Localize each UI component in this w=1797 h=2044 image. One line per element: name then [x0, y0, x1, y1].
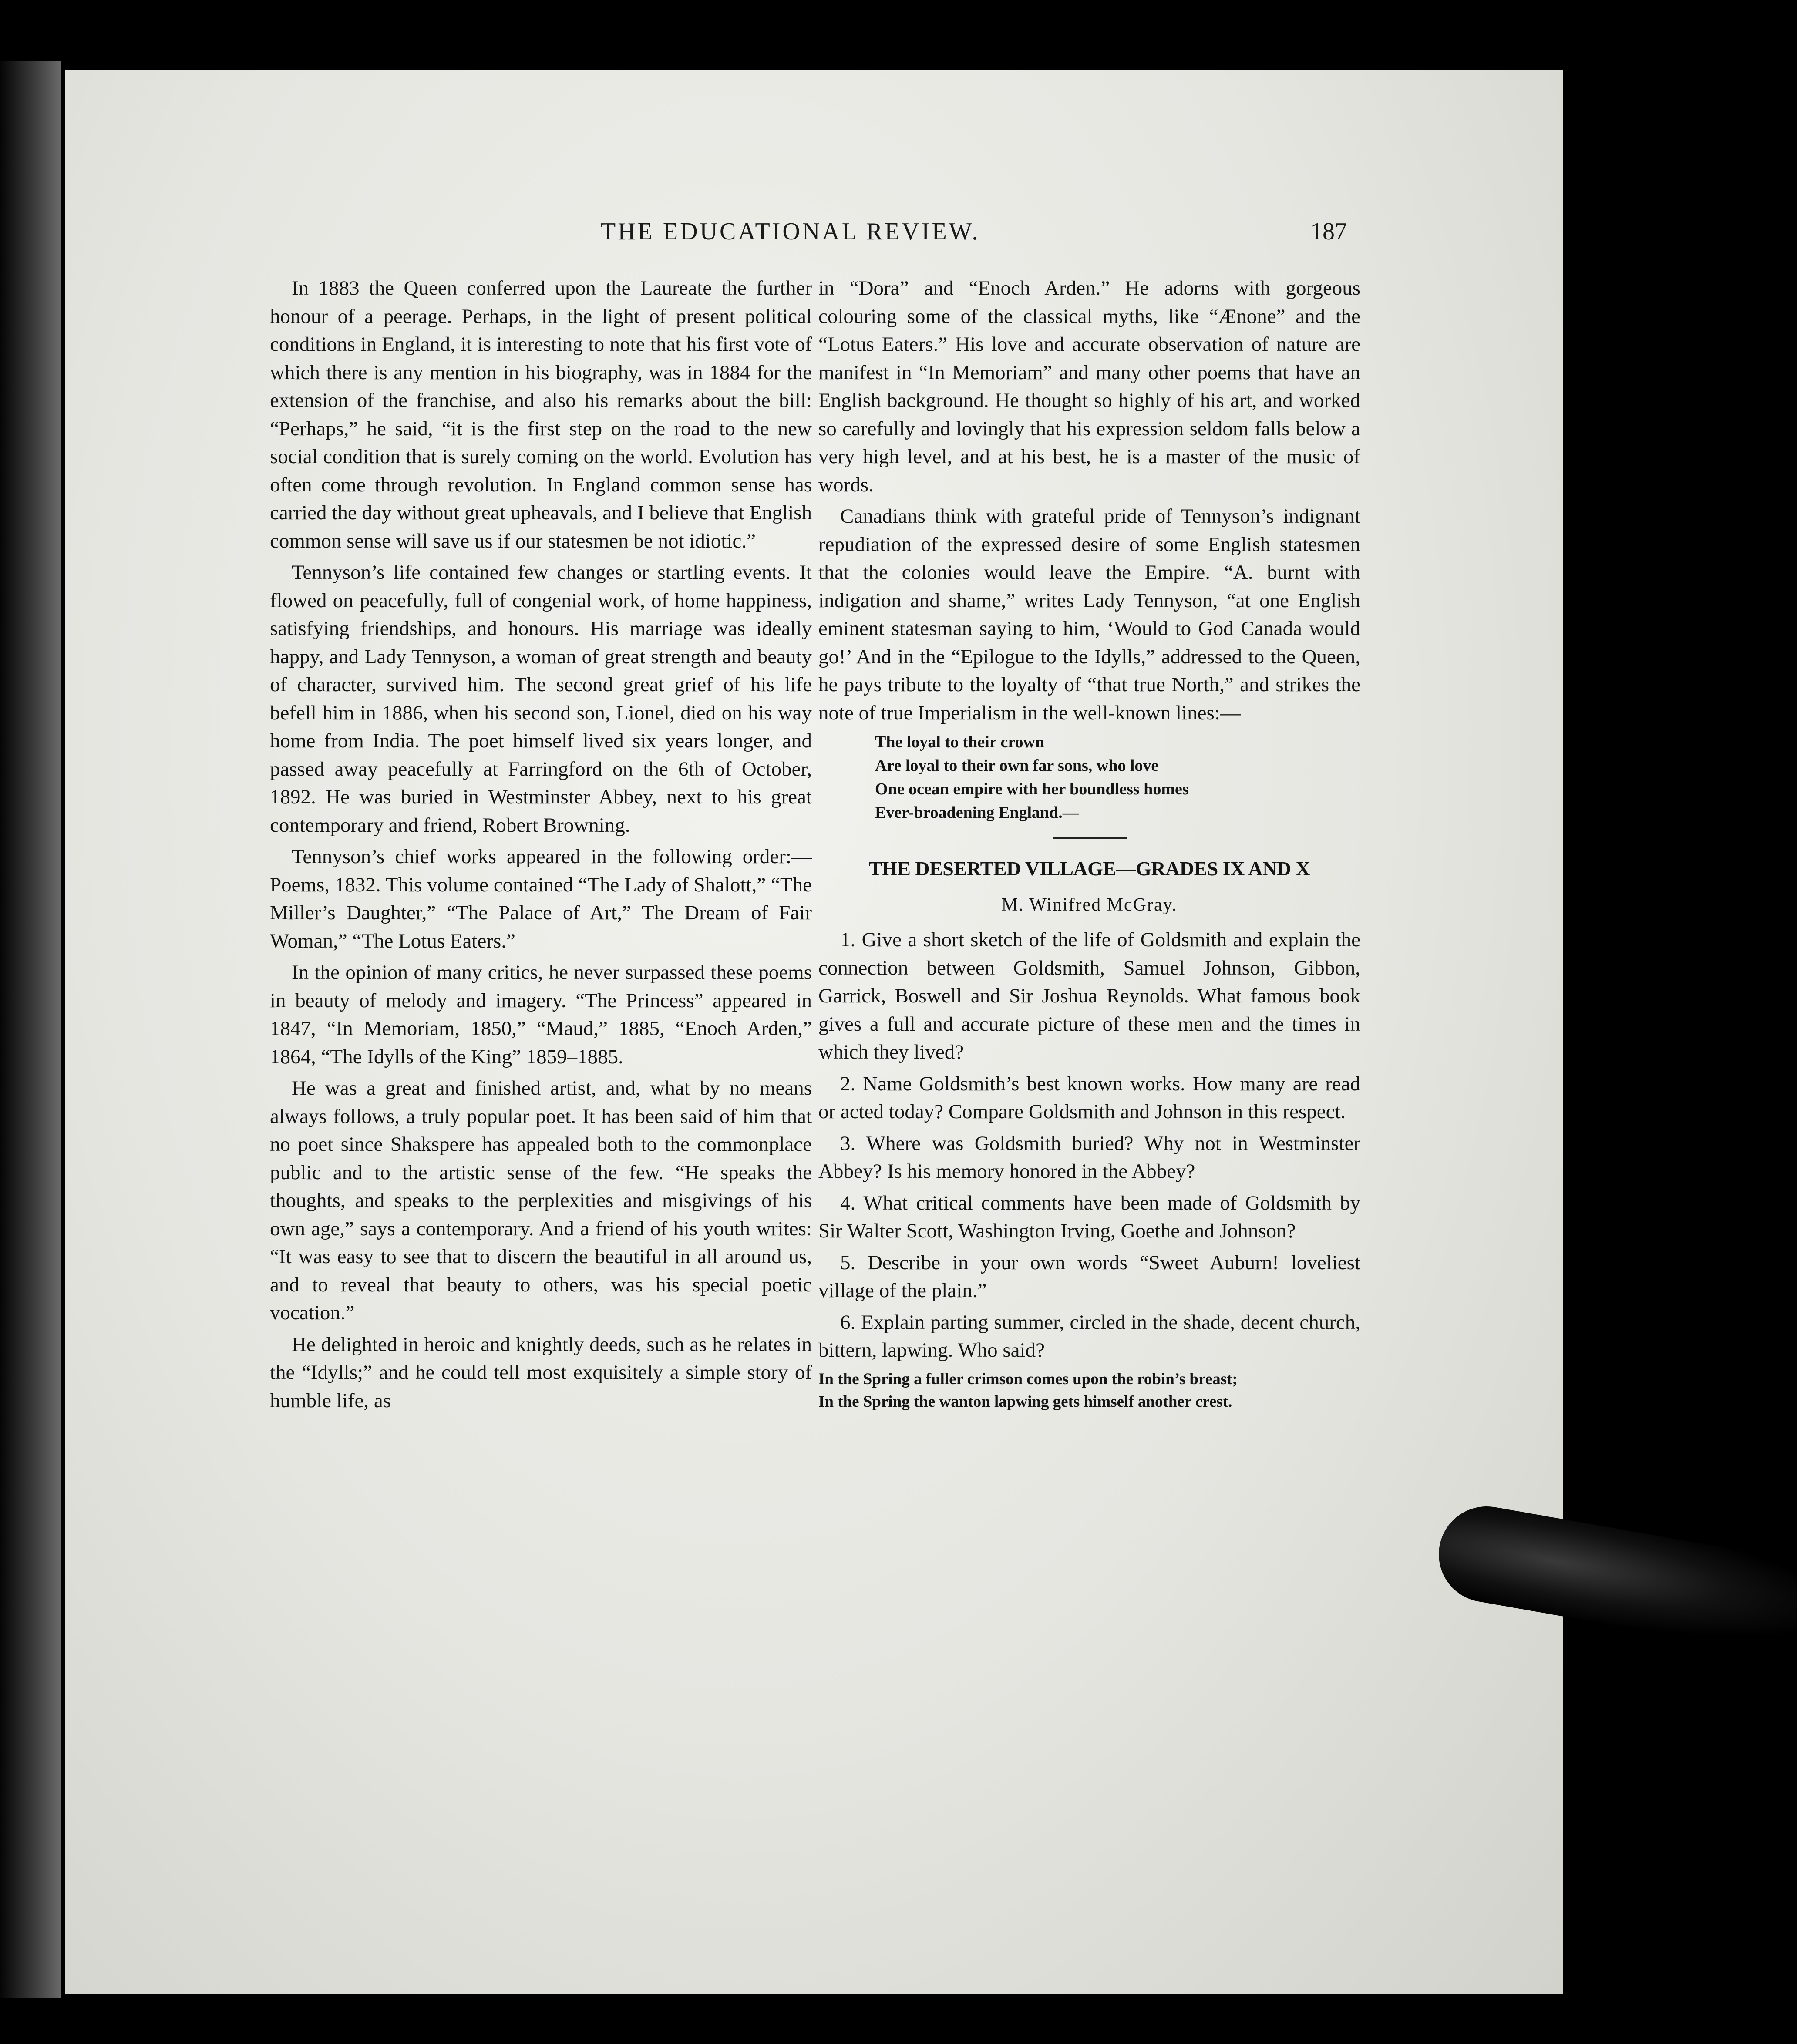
paragraph-critics-opinion: In the opinion of many critics, he never surpassed these poems in beauty of melody and imagery. “The Princess” appeared in 1847, “In Memoriam, 1850,” “Maud,” 1885, “Enoch Arden,” 1864, “The Idylls of the King” 1859–1885.: [270, 961, 812, 1068]
question-item: 2. Name Goldsmith’s best known works. How many are read or acted today? Compare Goldsmith and Johnson in this respect.: [818, 1072, 1360, 1123]
byline: M. Winifred McGray.: [1001, 894, 1178, 915]
paragraph-chief-works: Tennyson’s chief works appeared in the following order:— Poems, 1832. This volume contained “The Lady of Shalott,” “The Miller’s Daughter,” “The Palace of Art,” The Dream of Fair Woman,” “The Lotus Eaters.”: [270, 845, 812, 952]
paragraph-canadians: Canadians think with grateful pride of Tennyson’s indignant repudiation of the expressed desire of some English statesmen that the colonies would leave the Empire. “A. burnt with indigation and shame,” writes Lady Tennyson, “at one English eminent statesman saying to him, ‘Would to God Canada would go!’ And in the “Epilogue to the Idylls,” addressed to the Queen, he pays tribute to the loyalty of “that true North,” and strikes the note of true Imperialism in the well-known lines:—: [818, 505, 1360, 724]
left-column: [270, 274, 812, 1418]
page-number: 187: [1310, 218, 1347, 245]
question-item: 1. Give a short sketch of the life of Goldsmith and explain the connection between Goldsmith, Samuel Johnson, Gibbon, Garrick, Boswell and Sir Joshua Reynolds. What famous book gives a full and accurate picture of these men and the times in which they lived?: [818, 928, 1360, 1063]
adjacent-page-edge: [0, 61, 61, 1998]
poem-quote: [875, 730, 1360, 824]
paragraph-peerage: In 1883 the Queen conferred upon the Laureate the further honour of a peerage. Perhaps, in the light of present political conditions in England, it is interesting to note that his first vote of which there is any mention in his biography, was in 1884 for the extension of the franchise, and also his remarks about the bill: “Perhaps,” he said, “it is the first step on the road to the new social condition that is surely coming on the world. Evolution has often come through revolution. In England common sense has carried the day without great upheavals, and I believe that English common sense will save us if our statesmen be not idiotic.”: [270, 277, 812, 552]
paragraph-life: Tennyson’s life contained few changes or startling events. It flowed on peacefully, full of congenial work, of home happiness, satisfying friendships, and honours. His marriage was ideally happy, and Lady Tennyson, a woman of great strength and beauty of character, survived him. The second great grief of his life befell him in 1886, when his second son, Lionel, died on his way home from India. The poet himself lived six years longer, and passed away peacefully at Farringford on the 6th of October, 1892. He was buried in Westminster Abbey, next to his great contemporary and friend, Robert Browning.: [270, 561, 812, 837]
poem-line: One ocean empire with her boundless homes: [875, 780, 1189, 798]
paragraph-continuation: in “Dora” and “Enoch Arden.” He adorns with gorgeous colouring some of the classical myths, like “Ænone” and the “Lotus Eaters.” His love and accurate observation of nature are manifest in “In Memoriam” and many other poems that have an English background. He thought so highly of his art, and worked so carefully and lovingly that his expression seldom falls below a very high level, and at his best, he is a master of the music of words.: [818, 277, 1360, 496]
page-header: [65, 218, 1563, 270]
running-title: THE EDUCATIONAL REVIEW.: [601, 218, 980, 245]
question-item: 3. Where was Goldsmith buried? Why not in Westminster Abbey? Is his memory honored in the Abbey?: [818, 1132, 1360, 1183]
right-column: [818, 274, 1360, 1413]
question-item: 6. Explain parting summer, circled in the shade, decent church, bittern, lapwing. Who said?: [818, 1311, 1360, 1362]
closing-quote: [818, 1368, 1360, 1413]
question-item: 5. Describe in your own words “Sweet Auburn! loveliest village of the plain.”: [818, 1251, 1360, 1302]
poem-line: The loyal to their crown: [875, 733, 1045, 751]
paragraph-knightly-deeds: He delighted in heroic and knightly deeds, such as he relates in the “Idylls;” and he could tell most exquisitely a simple story of humble life, as: [270, 1333, 812, 1412]
section-divider: [1053, 837, 1127, 839]
document-page: [65, 70, 1563, 1994]
poem-line: Are loyal to their own far sons, who love: [875, 756, 1159, 775]
quote-line: In the Spring the wanton lapwing gets himself another crest.: [818, 1392, 1232, 1411]
section-heading: THE DESERTED VILLAGE—GRADES IX AND X: [868, 857, 1310, 880]
poem-line: Ever-broadening England.—: [875, 803, 1079, 822]
question-item: 4. What critical comments have been made of Goldsmith by Sir Walter Scott, Washington Irving, Goethe and Johnson?: [818, 1191, 1360, 1242]
quote-line: In the Spring a fuller crimson comes upon the robin’s breast;: [818, 1370, 1238, 1388]
paragraph-artist: He was a great and finished artist, and, what by no means always follows, a truly popular poet. It has been said of him that no poet since Shakspere has appealed both to the commonplace public and to the artistic sense of the few. “He speaks the thoughts, and speaks to the perplexities and misgivings of his own age,” says a contemporary. And a friend of his youth writes: “It was easy to see that to discern the beautiful in all around us, and to reveal that beauty to others, was his special poetic vocation.”: [270, 1077, 812, 1324]
